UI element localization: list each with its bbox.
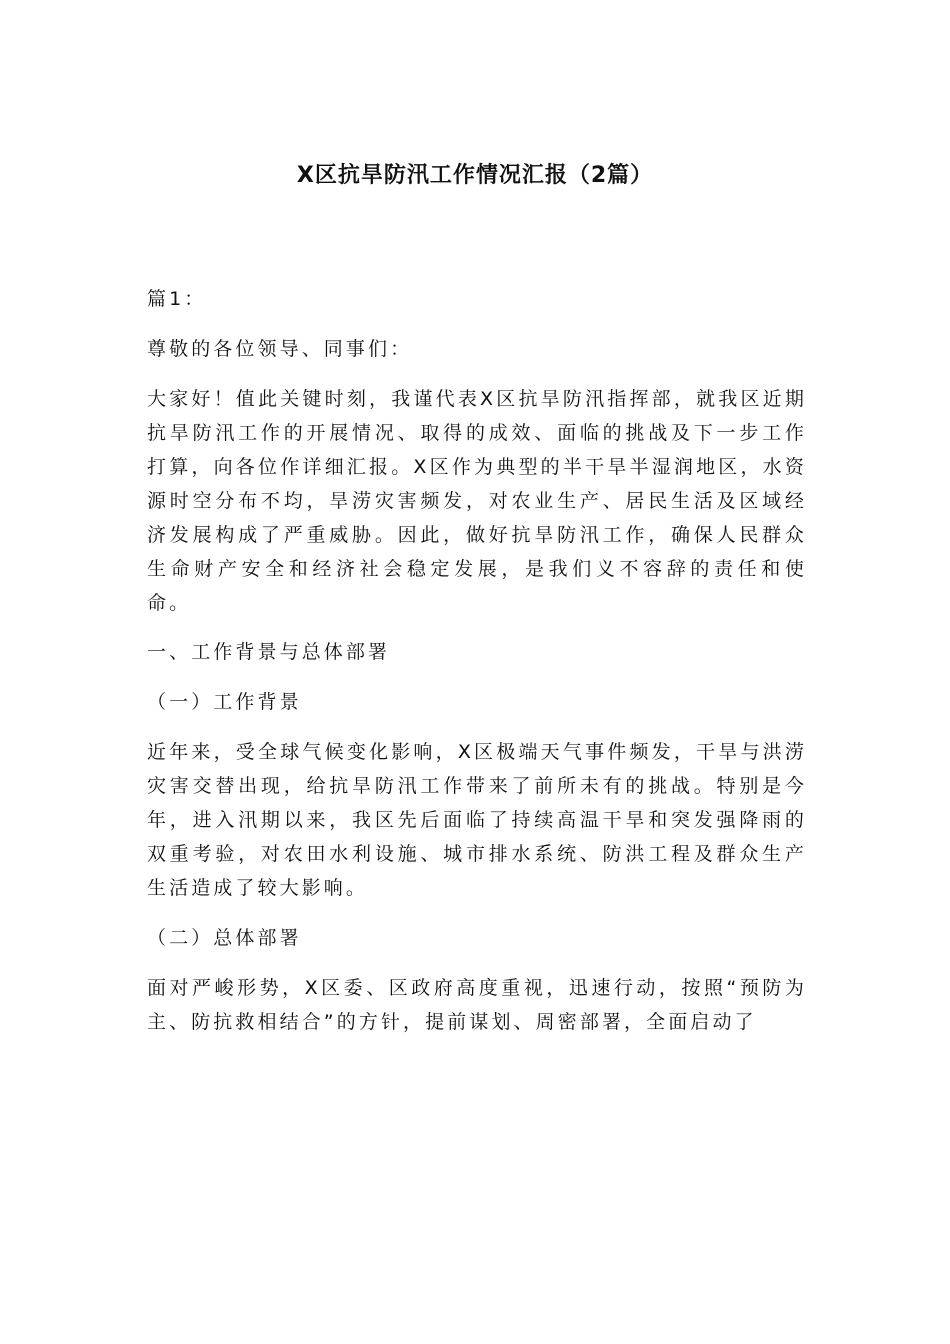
deployment-paragraph: 面对严峻形势，X区委、区政府高度重视，迅速行动，按照“预防为主、防抗救相结合”的方针，提前谋划、周密部署，全面启动了 bbox=[147, 976, 807, 1033]
document-title: X区抗旱防汛工作情况汇报（2篇） bbox=[296, 163, 654, 188]
salutation: 尊敬的各位领导、同事们： bbox=[147, 337, 413, 360]
subheading-2: （二）总体部署 bbox=[147, 926, 302, 949]
intro-paragraph: 大家好！值此关键时刻，我谨代表X区抗旱防汛指挥部，就我区近期抗旱防汛工作的开展情况、取得的成效、面临的挑战及下一步工作打算，向各位作详细汇报。X区作为典型的半干旱半湿润地区，水资源时空分布不均，旱涝灾害频发，对农业生产、居民生活及区域经济发展构成了严重威胁。因此，做好抗旱防汛工作，确保人民群众生命财产安全和经济社会稳定发展，是我们义不容辞的责任和使命。 bbox=[147, 387, 807, 614]
heading-1: 一、工作背景与总体部署 bbox=[147, 641, 391, 664]
section-label: 篇1： bbox=[147, 288, 207, 310]
background-paragraph: 近年来，受全球气候变化影响，X区极端天气事件频发，干旱与洪涝灾害交替出现，给抗旱防汛工作带来了前所未有的挑战。特别是今年，进入汛期以来，我区先后面临了持续高温干旱和突发强降雨的双重考验，对农田水利设施、城市排水系统、防洪工程及群众生产生活造成了较大影响。 bbox=[147, 740, 807, 899]
document-body bbox=[147, 282, 807, 1054]
subheading-1: （一）工作背景 bbox=[147, 691, 302, 714]
